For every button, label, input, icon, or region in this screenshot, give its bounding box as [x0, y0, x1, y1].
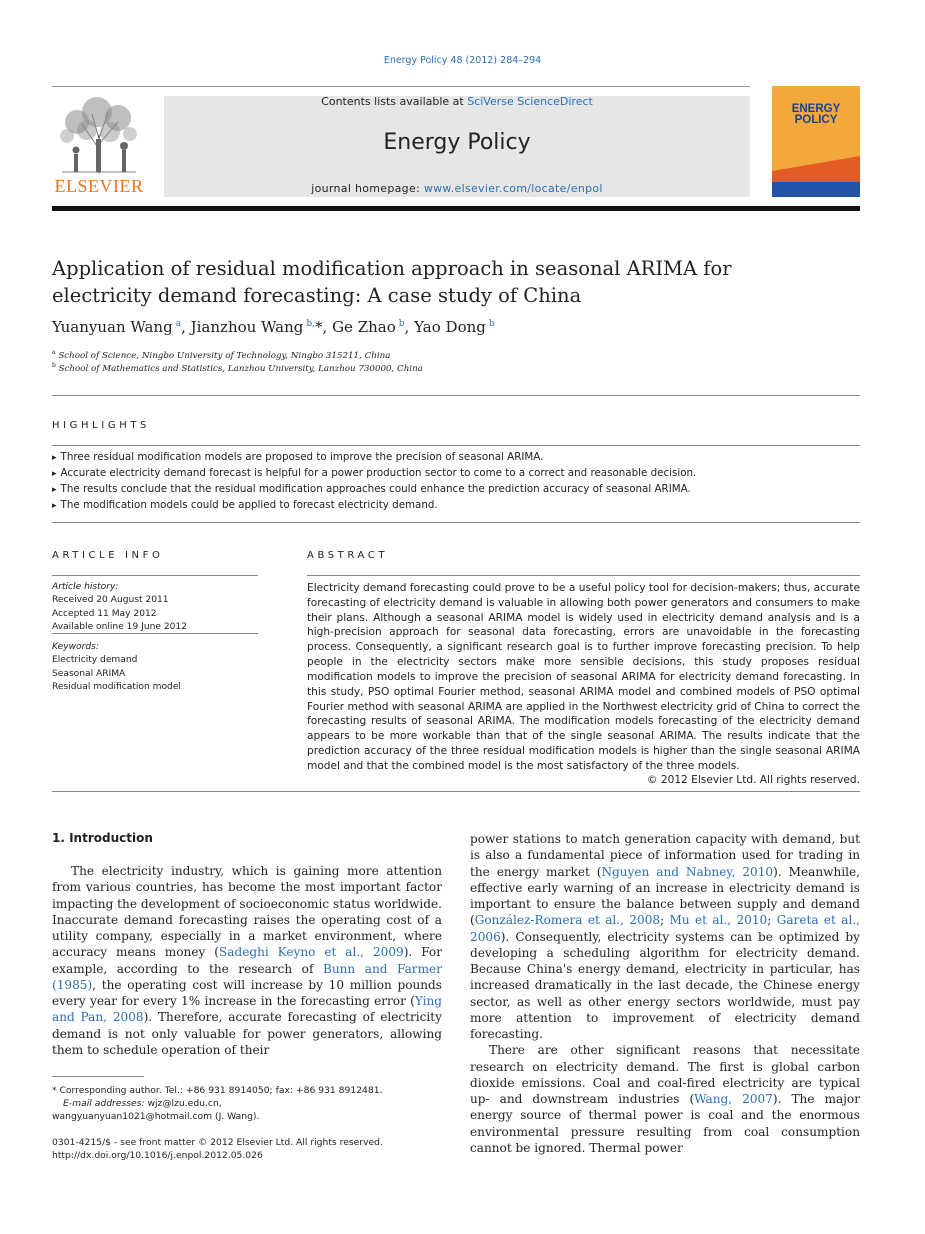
citation-link[interactable]: Ying and Pan, 2008	[52, 994, 442, 1025]
highlights-bottom-rule	[52, 522, 860, 523]
author-separator: ,	[322, 318, 333, 336]
author-separator: ,	[181, 318, 191, 336]
citation-link[interactable]: Nguyen and Nabney, 2010	[601, 864, 774, 879]
author-name: Jianzhou Wang	[190, 318, 304, 336]
highlight-item: ▸ Three residual modification models are proposed to improve the precision of seasonal ARIMA.	[52, 450, 860, 466]
citation-link[interactable]: Bunn and Farmer (1985)	[52, 961, 442, 992]
affiliation-text: School of Mathematics and Statistics, Lanzhou University, Lanzhou 730000, China	[58, 364, 423, 374]
publisher-name: ELSEVIER	[54, 176, 144, 196]
abstract-bottom-rule	[52, 791, 860, 792]
affiliation-a	[52, 349, 852, 361]
author-affil-mark[interactable]: a	[175, 319, 182, 329]
body-text: ). For example, according to the research of	[52, 945, 442, 976]
author-affil-mark[interactable]: b	[488, 319, 495, 329]
journal-name: Energy Policy	[383, 130, 531, 155]
article-title-line2: electricity demand forecasting: A case study of China	[52, 284, 582, 307]
section-heading-introduction: 1. Introduction	[52, 831, 153, 845]
corresponding-author-note: * Corresponding author. Tel.: +86 931 8914050; fax: +86 931 8912481.	[52, 1085, 383, 1096]
article-history	[52, 581, 258, 634]
highlight-item: ▸ Accurate electricity demand forecast is helpful for a power production sector to come to a correct and reasonable decision.	[52, 466, 860, 482]
abstract-copyright: © 2012 Elsevier Ltd. All rights reserved.	[646, 774, 860, 786]
abstract-label: ABSTRACT	[307, 550, 389, 561]
affiliation-text: School of Science, Ningbo University of Technology, Ningbo 315211, China	[58, 351, 391, 361]
history-online: Available online 19 June 2012	[52, 621, 187, 632]
citation-link[interactable]: Sadeghi Keyno et al., 2009	[218, 945, 404, 960]
body-text: The electricity industry, which is gaining more attention from various countries, has become the most important factor impacting the development of socioeconomic status worldwide. Inaccurate demand forecasting raises the operating cost of a utility company, especially in a market environment, where accuracy means money (	[52, 864, 442, 960]
cover-graphic	[772, 146, 860, 197]
body-column-right	[470, 831, 860, 1156]
footnote-rule	[52, 1076, 144, 1077]
body-text: ). The major energy source of thermal power is coal and the enormous environmental pressure resulting from coal consumption cannot be ignored. Thermal power	[470, 1092, 860, 1155]
journal-reference[interactable]: Energy Policy 48 (2012) 284–294	[383, 55, 542, 66]
article-title-line1: Application of residual modification approach in seasonal ARIMA for	[52, 257, 732, 280]
history-received: Received 20 August 2011	[52, 595, 169, 606]
citation-link[interactable]: Mu et al., 2010	[669, 913, 768, 928]
citation-separator: ;	[767, 913, 777, 928]
highlights-label-rule	[52, 445, 860, 446]
affiliation-mark: b	[52, 362, 56, 369]
body-text: , the operating cost will increase by 10 million pounds every year for every 1% increase in the forecasting error (	[52, 977, 442, 1008]
author-name: Ge Zhao	[332, 318, 396, 336]
keyword-item: Seasonal ARIMA	[52, 668, 126, 679]
body-text: ). Therefore, accurate forecasting of electricity demand is not only valuable for power generators, allowing them to schedule operation of their	[52, 1010, 442, 1057]
cover-title-line1: ENERGY	[791, 103, 841, 115]
header-thick-rule	[52, 206, 860, 211]
homepage-prefix: journal homepage:	[311, 182, 424, 195]
author-separator: ,	[404, 318, 415, 336]
keywords-block	[52, 641, 258, 694]
author-name: Yuanyuan Wang	[52, 318, 173, 336]
citation-separator: ;	[660, 913, 670, 928]
body-text: ). Consequently, electricity systems can be optimized by developing a scheduling algorithm for electricity demand. Because China's energy demand, electricity in particular, has increased dramatically in the last decade, the Chinese energy sector, as well as other energy sectors worldwide, must pay more attention to improvement of electricity demand forecasting.	[470, 929, 860, 1041]
author-list	[52, 318, 852, 336]
highlights-top-rule	[52, 395, 860, 396]
highlight-item: ▸ The results conclude that the residual modification approaches could enhance the prediction accuracy of seasonal ARIMA.	[52, 482, 860, 498]
contents-prefix: Contents lists available at	[321, 95, 468, 108]
contents-line	[164, 95, 750, 108]
keyword-item: Electricity demand	[52, 655, 138, 666]
email-label: E-mail addresses:	[63, 1098, 145, 1109]
citation-link[interactable]: Wang, 2007	[694, 1092, 773, 1106]
homepage-link[interactable]: www.elsevier.com/locate/enpol	[423, 182, 603, 195]
sciencedirect-link[interactable]: SciVerse ScienceDirect	[467, 95, 593, 108]
keyword-item: Residual modification model	[52, 681, 181, 692]
history-label: Article history:	[52, 582, 119, 592]
highlight-item: ▸ The modification models could be applied to forecast electricity demand.	[52, 498, 860, 514]
abstract-rule	[307, 575, 860, 576]
body-text: power stations to match generation capacity with demand, but is also a fundamental piece of information used for trading in the energy market (	[470, 832, 860, 879]
history-accepted: Accepted 11 May 2012	[52, 608, 157, 619]
highlights-list	[52, 450, 860, 514]
article-info-label: ARTICLE INFO	[52, 550, 164, 561]
email-link-2[interactable]: wangyuanyuan1021@hotmail.com (J. Wang).	[52, 1111, 260, 1122]
body-text: ). Meanwhile, effective early warning of an increase in electricity demand is important to ensure the balance between supply and demand (	[470, 864, 860, 928]
abstract-text: Electricity demand forecasting could prove to be a useful policy tool for decision-makers; thus, accurate forecasting of electricity demand is valuable in allowing both power generators and consumers to make their plans. Although a seasonal ARIMA model is widely used in electricity demand analysis and is a high-precision approach for seasonal data forecasting, errors are unavoidable in the forecasting process. Consequently, a significant research goal is to further improve forecasting precision. To help people in the electricity sectors make more sensible decisions, this study proposes residual modification models to improve the precision of seasonal ARIMA for electricity demand forecasting. In this study, PSO optimal Fourier method, seasonal ARIMA model and combined models of PSO optimal Fourier method with seasonal ARIMA are applied in the Northwest electricity grid of China to correct the forecasting results of seasonal ARIMA. The modification models forecasting of the electricity demand appears to be more workable than that of the single seasonal ARIMA. The results indicate that the prediction accuracy of the three residual modification models is higher than the single seasonal ARIMA model and that the combined model is the most satisfactory of the three models.	[307, 582, 860, 772]
citation-link[interactable]: González-Romera et al., 2008	[474, 913, 661, 928]
corresponding-star[interactable]: *	[315, 318, 323, 336]
author-name: Yao Dong	[414, 318, 486, 336]
citation-link[interactable]: Gareta et al., 2006	[470, 913, 861, 944]
article-title	[52, 255, 852, 309]
body-paragraph	[470, 1042, 860, 1156]
journal-cover-thumbnail	[772, 86, 860, 197]
author-affil-mark[interactable]: b	[398, 319, 405, 329]
author-affil-mark[interactable]: b,	[306, 319, 316, 329]
cover-title	[772, 104, 860, 126]
doi-link[interactable]: http://dx.doi.org/10.1016/j.enpol.2012.05.026	[52, 1150, 263, 1161]
affiliation-b	[52, 362, 852, 374]
homepage-line	[164, 182, 750, 195]
body-paragraph	[52, 863, 442, 1058]
article-info-rule	[52, 575, 258, 576]
email-addresses	[52, 1097, 452, 1110]
keywords-label: Keywords:	[52, 642, 99, 652]
body-paragraph	[470, 831, 860, 1042]
issn-line: 0301-4215/$ - see front matter © 2012 Elsevier Ltd. All rights reserved.	[52, 1137, 383, 1148]
email-link[interactable]: wjz@lzu.edu.cn,	[144, 1098, 222, 1109]
article-history-rule	[52, 633, 258, 634]
affiliation-mark: a	[52, 349, 56, 356]
body-column-left	[52, 863, 442, 1058]
header-top-rule	[52, 86, 750, 87]
body-text: There are other significant reasons that necessitate research on electricity demand. The first is global carbon dioxide emissions. Coal and coal-fired electricity are typical up- and downstream industries (	[470, 1043, 860, 1106]
cover-title-line2: POLICY	[794, 114, 838, 126]
highlights-label: HIGHLIGHTS	[52, 420, 150, 431]
